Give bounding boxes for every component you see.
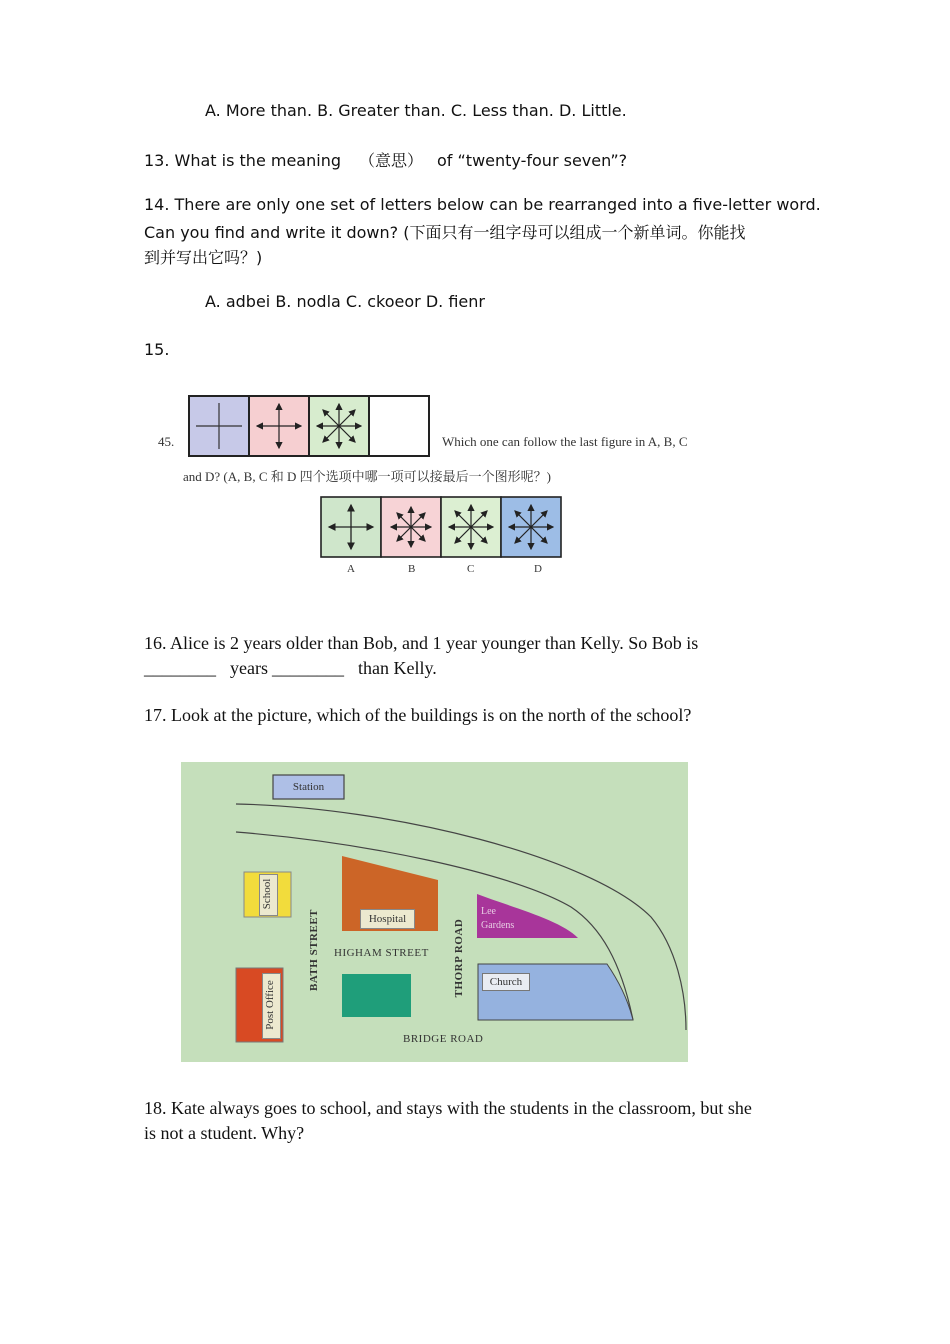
q16-line2 bbox=[144, 658, 437, 679]
sequence-box-3 bbox=[309, 396, 369, 456]
q18-line2: is not a student. Why? bbox=[144, 1123, 305, 1143]
option-box-c bbox=[441, 497, 501, 557]
thorp-road-label: THORP ROAD bbox=[453, 918, 465, 998]
figure-prompt-line1: Which one can follow the last figure in A, B, C bbox=[442, 434, 688, 449]
sequence-box-4-empty bbox=[369, 396, 429, 456]
map-shapes bbox=[181, 762, 688, 1062]
q14-line3: 到并写出它吗？) bbox=[144, 248, 263, 267]
bridge-road-label: BRIDGE ROAD bbox=[403, 1033, 484, 1045]
q16-years: years bbox=[230, 658, 268, 678]
q13-part1: 13. What is the meaning bbox=[144, 151, 341, 170]
bath-street-label: BATH STREET bbox=[308, 908, 320, 992]
option-label-d: D bbox=[534, 563, 542, 575]
post-office-label: Post Office bbox=[264, 980, 276, 1030]
pattern-figure bbox=[0, 0, 950, 620]
q12-options: A. More than. B. Greater than. C. Less than. D. Little. bbox=[205, 101, 627, 120]
higham-street-label: HIGHAM STREET bbox=[334, 947, 429, 959]
q13-part3: of “twenty-four seven”? bbox=[437, 151, 628, 170]
unnamed-building bbox=[342, 974, 411, 1017]
figure-prompt-line2: and D? (A, B, C 和 D 四个选项中哪一项可以接最后一个图形呢？) bbox=[183, 469, 551, 484]
figure-number: 45. bbox=[158, 434, 175, 449]
q18-line1: 18. Kate always goes to school, and stays with the students in the classroom, but she bbox=[144, 1098, 752, 1118]
town-map bbox=[181, 762, 688, 1062]
q16-than: than Kelly. bbox=[357, 658, 437, 678]
q13-part2: （意思） bbox=[358, 151, 423, 170]
option-box-b bbox=[381, 497, 441, 557]
q17-question: 17. Look at the picture, which of the buildings is on the north of the school? bbox=[144, 705, 692, 725]
option-box-d bbox=[501, 497, 561, 557]
option-box-a bbox=[321, 497, 381, 557]
station-label: Station bbox=[292, 781, 325, 793]
option-label-b: B bbox=[408, 563, 416, 575]
lee-gardens-label-1: Lee bbox=[481, 906, 496, 917]
school-label: School bbox=[261, 878, 273, 910]
q14-line2: Can you find and write it down? (下面只有一组字母可以组成一个新单词。你能找 bbox=[144, 223, 746, 242]
church-label: Church bbox=[489, 976, 523, 988]
option-label-a: A bbox=[347, 563, 355, 575]
option-label-c: C bbox=[467, 563, 475, 575]
q14-line1: 14. There are only one set of letters below can be rearranged into a five-letter word. bbox=[144, 195, 821, 214]
lee-gardens-label-2: Gardens bbox=[481, 920, 515, 931]
sequence-box-2 bbox=[249, 396, 309, 456]
q16-line1: 16. Alice is 2 years older than Bob, and 1 year younger than Kelly. So Bob is bbox=[144, 633, 699, 653]
q16-blank-2: ________ bbox=[271, 658, 344, 678]
sequence-box-1 bbox=[189, 396, 249, 456]
q15-number: 15. bbox=[144, 340, 170, 359]
q16-blank-1: ________ bbox=[144, 658, 216, 678]
q14-options: A. adbei B. nodla C. ckoeor D. fienr bbox=[205, 292, 485, 311]
hospital-label: Hospital bbox=[368, 913, 407, 925]
